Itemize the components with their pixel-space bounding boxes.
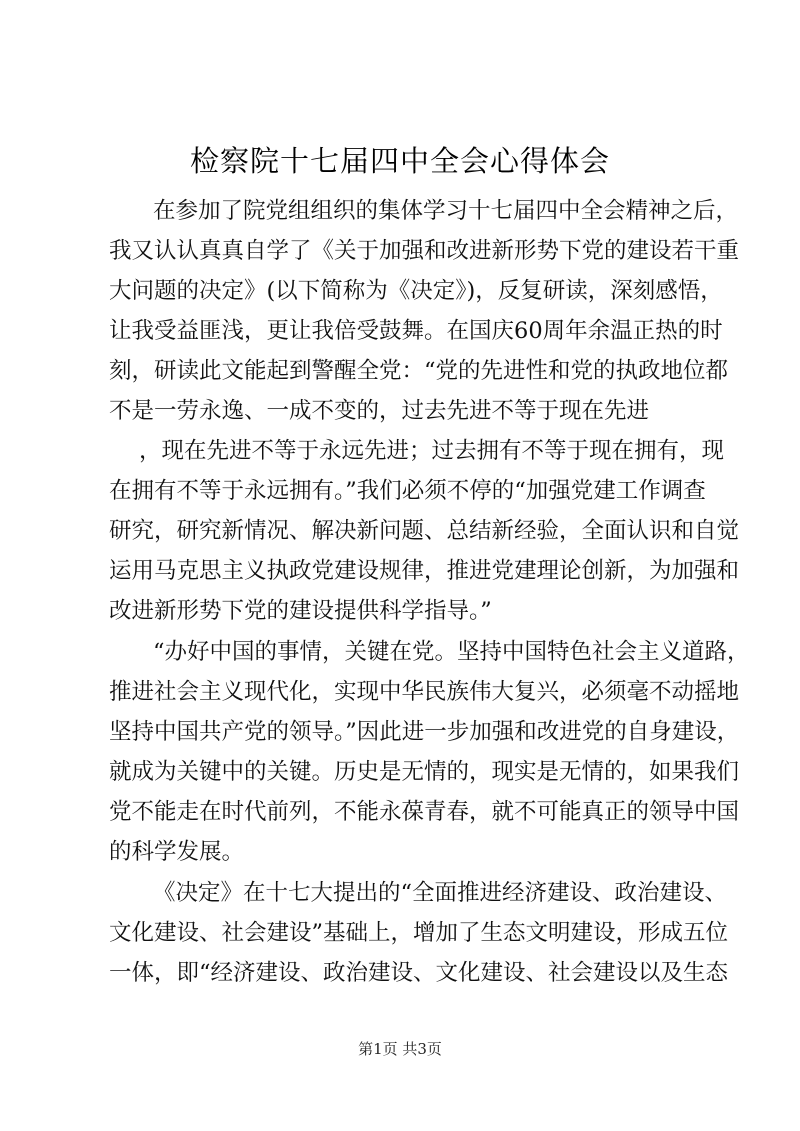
page-number-footer: 第1页 共3页 xyxy=(358,1040,442,1058)
document-title: 检察院十七届四中全会心得体会 xyxy=(189,144,610,178)
paragraph-line: 让我受益匪浅，更让我倍受鼓舞。在国庆60周年余温正热的时 xyxy=(109,318,723,344)
paragraph-line: 文化建设、社会建设”基础上，增加了生态文明建设，形成五位 xyxy=(109,920,729,946)
paragraph-line: 我又认认真真自学了《关于加强和改进新形势下党的建设若干重 xyxy=(109,238,740,264)
paragraph-line: 在拥有不等于永远拥有。”我们必须不停的“加强党建工作调查 xyxy=(109,478,706,504)
paragraph-line: 就成为关键中的关键。历史是无情的，现实是无情的，如果我们 xyxy=(109,759,740,785)
paragraph-line: 刻，研读此文能起到警醒全党：“党的先进性和党的执政地位都 xyxy=(109,358,729,384)
paragraph-line: 在参加了院党组组织的集体学习十七届四中全会精神之后， xyxy=(153,198,739,224)
paragraph-line: ，现在先进不等于永远先进；过去拥有不等于现在拥有，现 xyxy=(139,438,725,464)
paragraph-line: 党不能走在时代前列，不能永葆青春，就不可能真正的领导中国 xyxy=(109,799,740,825)
paragraph-line: 一体，即“经济建设、政治建设、文化建设、社会建设以及生态 xyxy=(109,960,729,986)
paragraph-line: 改进新形势下党的建设提供科学指导。” xyxy=(109,598,492,624)
paragraph-line: 推进社会主义现代化，实现中华民族伟大复兴，必须毫不动摇地 xyxy=(109,679,740,705)
paragraph-line: 研究，研究新情况、解决新问题、总结新经验，全面认识和自觉 xyxy=(109,518,740,544)
paragraph-line: 《决定》在十七大提出的“全面推进经济建设、政治建设、 xyxy=(153,880,728,906)
paragraph-line: 大问题的决定》(以下简称为《决定》)，反复研读，深刻感悟， xyxy=(109,278,723,304)
paragraph-line: 的科学发展。 xyxy=(109,839,245,865)
paragraph-line: 坚持中国共产党的领导。”因此进一步加强和改进党的自身建设， xyxy=(109,719,740,745)
paragraph-line: “办好中国的事情，关键在党。坚持中国特色社会主义道路， xyxy=(153,639,750,665)
paragraph-line: 运用马克思主义执政党建设规律，推进党建理论创新，为加强和 xyxy=(109,558,740,584)
paragraph-line: 不是一劳永逸、一成不变的，过去先进不等于现在先进 xyxy=(109,398,650,424)
